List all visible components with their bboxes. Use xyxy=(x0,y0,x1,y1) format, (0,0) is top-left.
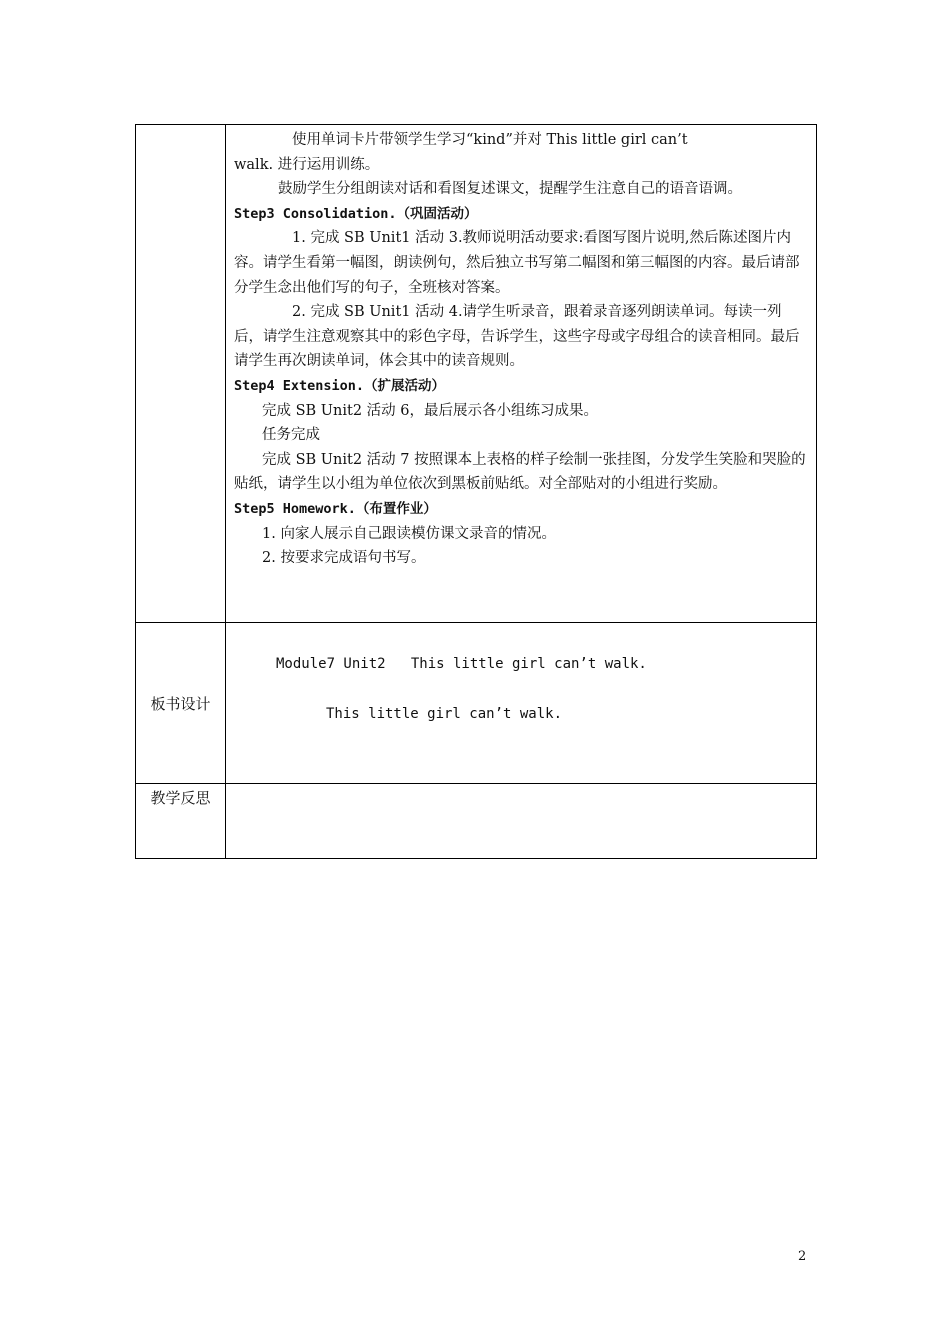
board-design-cell xyxy=(226,623,817,784)
step5-heading: Step5 Homework.（布置作业） xyxy=(234,500,437,517)
step3-item-1: 1. 完成 SB Unit1 活动 3.教师说明活动要求:看图写图片说明,然后陈述图片内容。请学生看第一幅图，朗读例句，然后独立书写第二幅图和第三幅图的内容。最后请部分学生念出他们写的句子，全班核对答案。 xyxy=(234,230,800,296)
procedure-content-cell xyxy=(226,125,817,623)
procedure-label-cell xyxy=(136,125,226,623)
page-number: 2 xyxy=(798,1249,807,1264)
step3-item-2: 2. 完成 SB Unit1 活动 4.请学生听录音，跟着录音逐列朗读单词。每读一列后，请学生注意观察其中的彩色字母，告诉学生，这些字母或字母组合的读音相同。最后请学生再次朗读单词，体会其中的读音规则。 xyxy=(234,304,800,370)
vocab-practice-line1: 使用单词卡片带领学生学习“kind”并对 This little girl can’t xyxy=(292,132,688,148)
step4-paragraph-2: 任务完成 xyxy=(262,427,320,444)
reflection-cell xyxy=(226,784,817,859)
step4-paragraph-1: 完成 SB Unit2 活动 6，最后展示各小组练习成果。 xyxy=(262,402,598,419)
group-reading-paragraph: 鼓励学生分组朗读对话和看图复述课文，提醒学生注意自己的语音语调。 xyxy=(278,181,742,198)
step4-heading: Step4 Extension.（扩展活动） xyxy=(234,377,446,394)
step4-paragraph-3: 完成 SB Unit2 活动 7 按照课本上表格的样子绘制一张挂图，分发学生笑脸和哭脸的贴纸，请学生以小组为单位依次到黑板前贴纸。对全部贴对的小组进行奖励。 xyxy=(234,451,806,493)
procedure-row xyxy=(136,125,817,623)
vocab-practice-line2: walk. 进行运用训练。 xyxy=(234,156,380,173)
board-design-row xyxy=(136,623,817,784)
lesson-plan-table xyxy=(135,124,817,859)
reflection-row xyxy=(136,784,817,859)
step5-item-2: 2. 按要求完成语句书写。 xyxy=(262,550,426,567)
board-line-1: Module7 Unit2 This little girl can’t walk. xyxy=(276,656,647,672)
step5-item-1: 1. 向家人展示自己跟读模仿课文录音的情况。 xyxy=(262,525,556,542)
reflection-label xyxy=(136,784,226,859)
step3-heading: Step3 Consolidation.（巩固活动） xyxy=(234,205,478,222)
board-line-2: This little girl can’t walk. xyxy=(326,706,563,722)
board-design-label: 板书设计 xyxy=(136,623,226,784)
reflection-label-text: 教学反思 xyxy=(150,789,211,807)
